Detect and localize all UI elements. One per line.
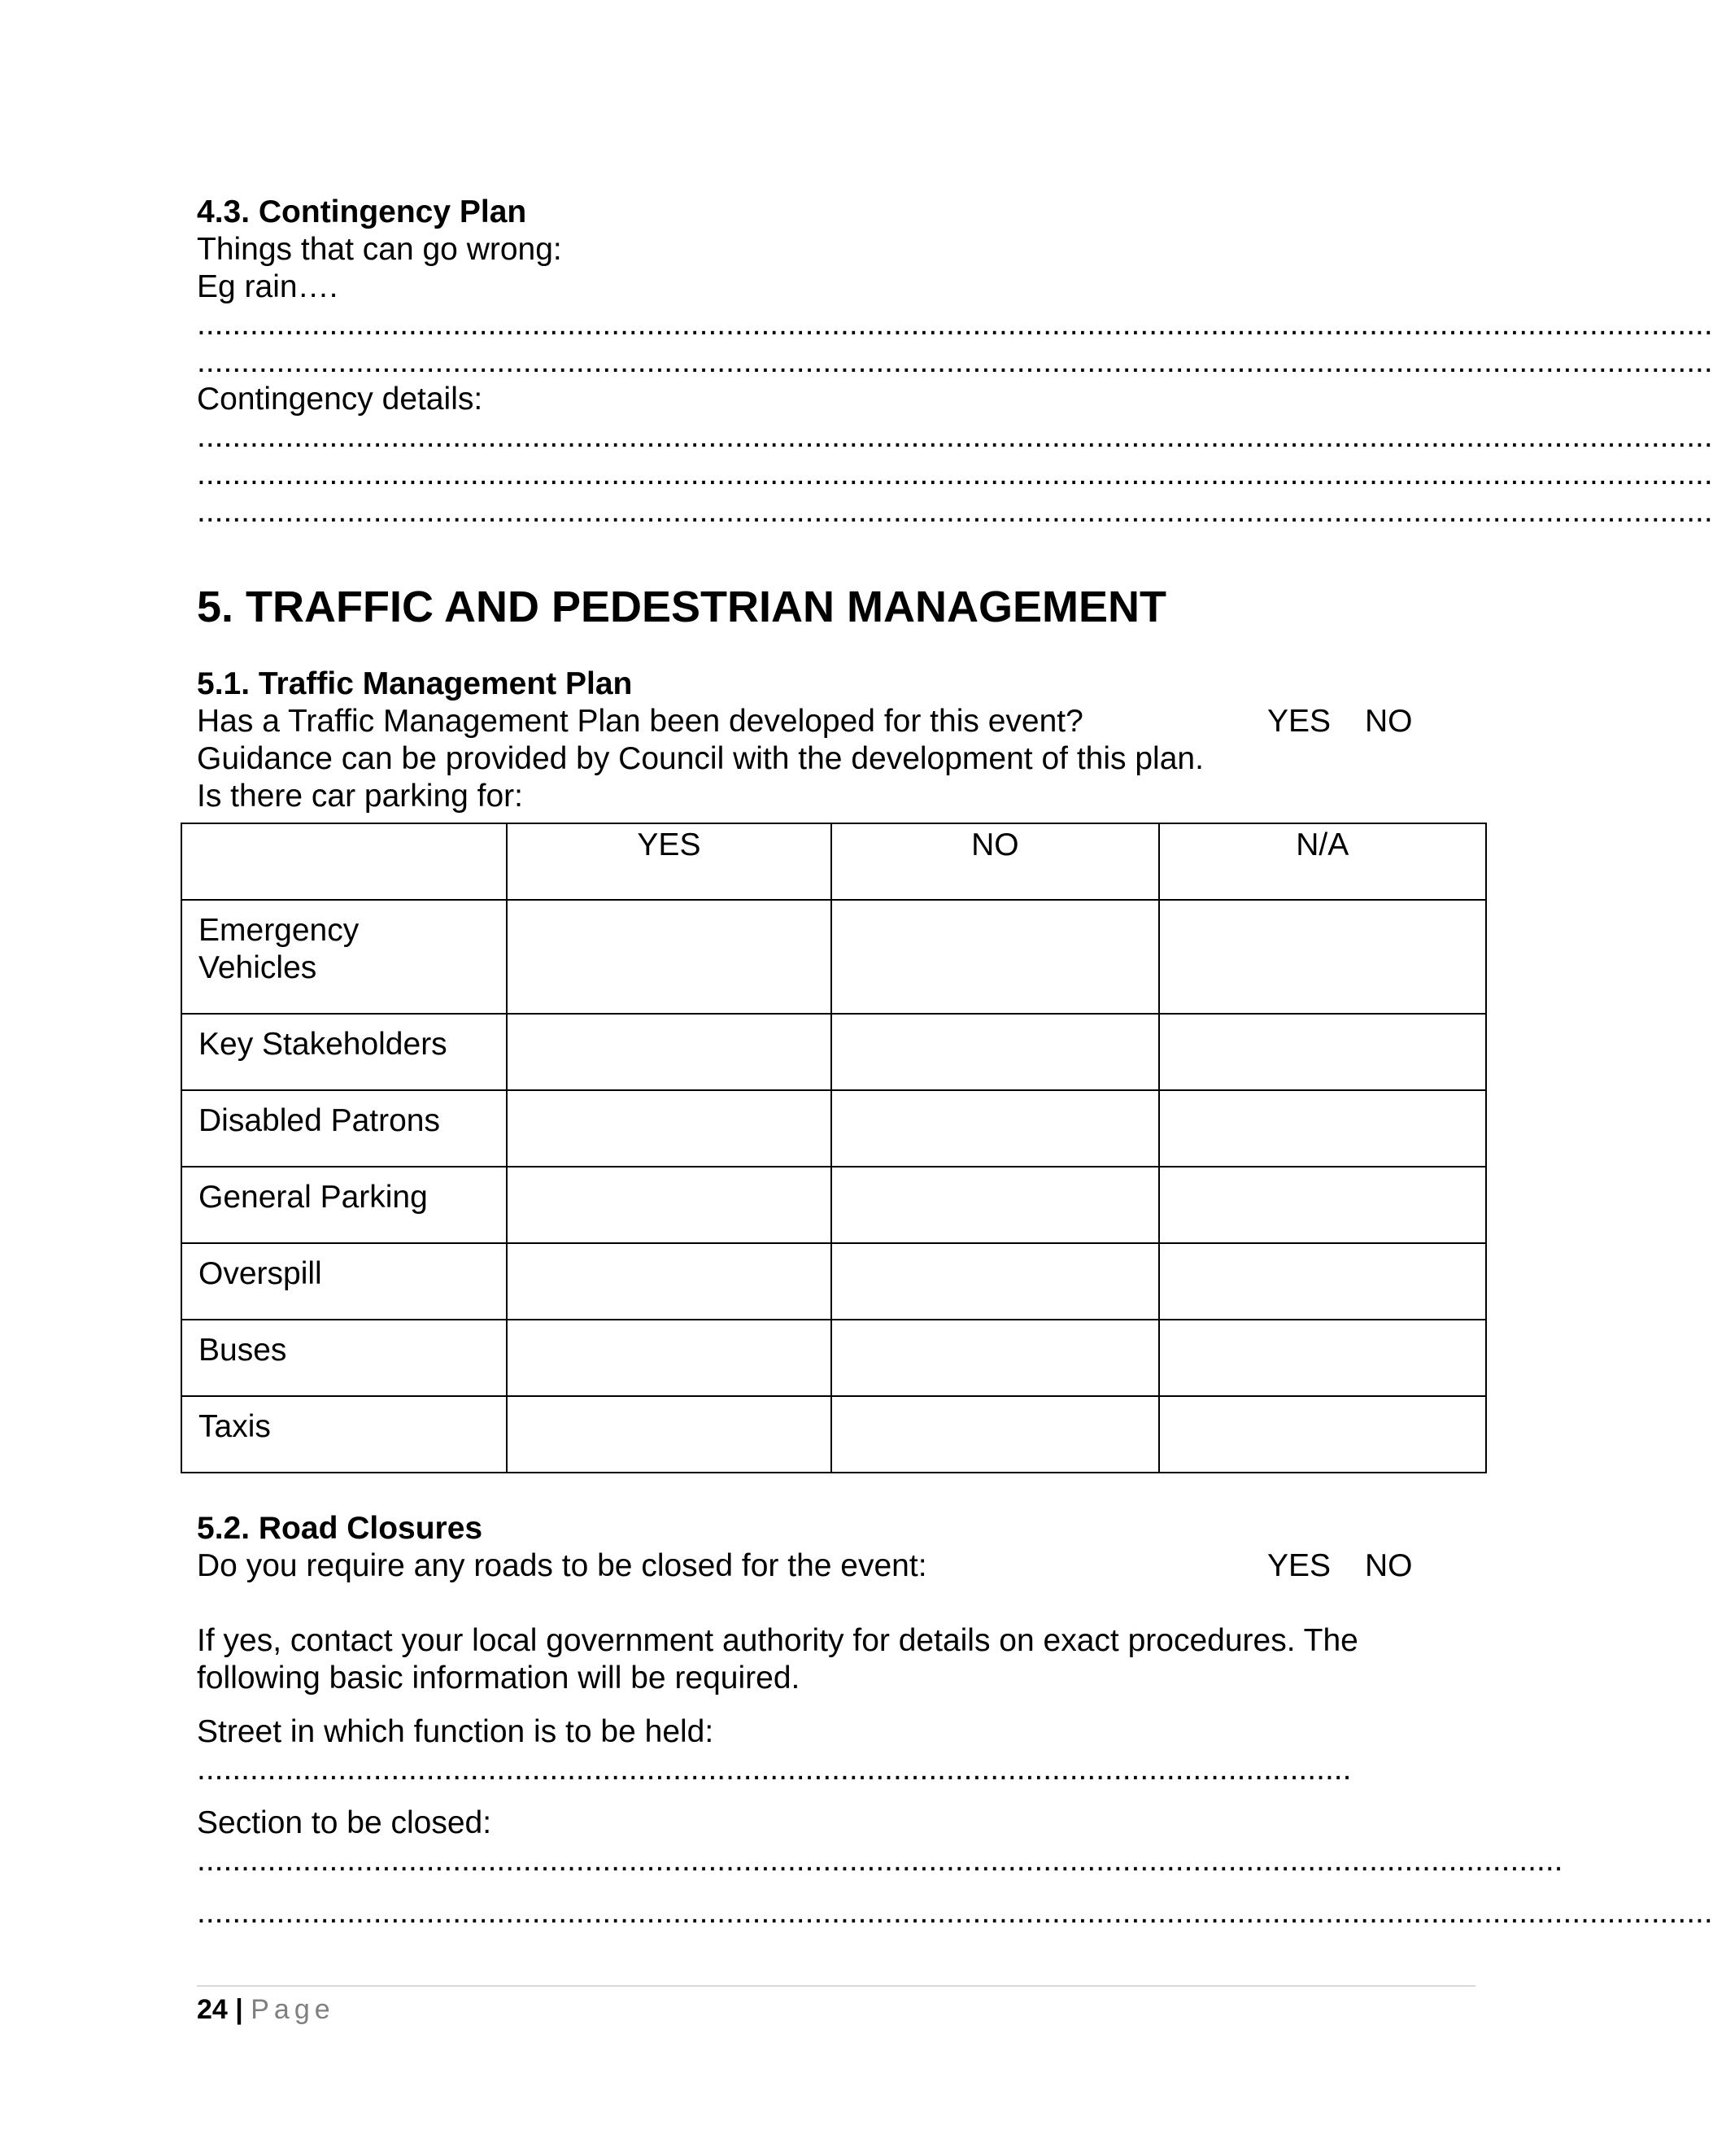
answer-cell-yes[interactable] (507, 1396, 831, 1473)
street-label: Street in which function is to be held: (197, 1714, 714, 1749)
page-number: 24 (197, 1994, 228, 2025)
section-answer-dotted-line[interactable]: ........................................................................................................................................................... (197, 1843, 1563, 1878)
footer-page-word: Page (251, 1994, 335, 2025)
road-closure-info-line: following basic information will be required. (197, 1661, 800, 1696)
row-label-line: Vehicles (198, 950, 317, 985)
answer-dotted-line[interactable]: ............................................................................................................................................................................ (197, 419, 1713, 454)
answer-cell-no[interactable] (831, 1090, 1158, 1167)
table-row (181, 1090, 1486, 1167)
footer-divider (197, 1985, 1475, 1987)
answer-cell-na[interactable] (1159, 1014, 1486, 1090)
answer-cell-yes[interactable] (507, 1167, 831, 1243)
footer-separator: | (235, 1994, 243, 2025)
answer-cell-no[interactable] (831, 1167, 1158, 1243)
table-header-na: N/A (1159, 823, 1486, 900)
section-heading-contingency-plan: 4.3. Contingency Plan (197, 194, 527, 229)
table-header-yes: YES (507, 823, 831, 900)
answer-cell-no[interactable] (831, 1396, 1158, 1473)
answer-cell-na[interactable] (1159, 1090, 1486, 1167)
row-label-key-stakeholders: Key Stakeholders (181, 1014, 507, 1090)
table-row (181, 1396, 1486, 1473)
answer-cell-no[interactable] (831, 1014, 1158, 1090)
road-closure-yes-option[interactable]: YES (1267, 1548, 1332, 1583)
section-heading-road-closures: 5.2. Road Closures (197, 1511, 483, 1546)
parking-table (181, 823, 1487, 1473)
road-closure-info-line: If yes, contact your local government authority for details on exact procedures. The (197, 1623, 1358, 1658)
page-footer (197, 1992, 335, 2027)
contingency-details-label: Contingency details: (197, 382, 483, 417)
contingency-example: Eg rain…. (197, 269, 338, 304)
section-heading-traffic-management-plan: 5.1. Traffic Management Plan (197, 666, 633, 701)
row-label-general-parking: General Parking (181, 1167, 507, 1243)
answer-dotted-line[interactable]: ............................................................................................................................................................................ (197, 456, 1713, 491)
row-label-line: Emergency (198, 913, 360, 948)
answer-cell-no[interactable] (831, 1243, 1158, 1320)
road-closure-question: Do you require any roads to be closed for the event: (197, 1548, 927, 1583)
answer-cell-no[interactable] (831, 900, 1158, 1014)
contingency-prompt: Things that can go wrong: (197, 232, 562, 267)
traffic-plan-yes-option[interactable]: YES (1267, 704, 1332, 739)
table-header-cell (181, 823, 507, 900)
row-label-emergency-vehicles (181, 900, 507, 1014)
section-closed-label: Section to be closed: (197, 1805, 492, 1840)
row-label-disabled-patrons: Disabled Patrons (181, 1090, 507, 1167)
answer-cell-yes[interactable] (507, 1014, 831, 1090)
table-header-no: NO (831, 823, 1158, 900)
answer-cell-na[interactable] (1159, 1396, 1486, 1473)
row-label-taxis: Taxis (181, 1396, 507, 1473)
section-answer-dotted-line[interactable]: ............................................................................................................................................................................ (197, 1895, 1713, 1930)
answer-cell-yes[interactable] (507, 1243, 831, 1320)
answer-dotted-line[interactable]: ............................................................................................................................................................................ (197, 494, 1713, 529)
row-label-overspill: Overspill (181, 1243, 507, 1320)
section-heading-traffic-pedestrian: 5. TRAFFIC AND PEDESTRIAN MANAGEMENT (197, 583, 1167, 631)
table-row (181, 1014, 1486, 1090)
answer-cell-na[interactable] (1159, 1167, 1486, 1243)
answer-dotted-line[interactable]: ............................................................................................................................................................................ (197, 307, 1713, 342)
traffic-plan-guidance: Guidance can be provided by Council with the development of this plan. (197, 741, 1204, 776)
answer-cell-yes[interactable] (507, 1090, 831, 1167)
answer-cell-yes[interactable] (507, 900, 831, 1014)
answer-cell-no[interactable] (831, 1320, 1158, 1396)
answer-dotted-line[interactable]: ............................................................................................................................................................................ (197, 344, 1713, 379)
traffic-plan-question: Has a Traffic Management Plan been developed for this event? (197, 704, 1083, 739)
answer-cell-na[interactable] (1159, 1243, 1486, 1320)
road-closure-no-option[interactable]: NO (1365, 1548, 1413, 1583)
table-row (181, 1320, 1486, 1396)
row-label-buses: Buses (181, 1320, 507, 1396)
street-answer-dotted-line[interactable]: ................................................................................................................................... (197, 1752, 1352, 1787)
answer-cell-yes[interactable] (507, 1320, 831, 1396)
table-row (181, 1243, 1486, 1320)
answer-cell-na[interactable] (1159, 900, 1486, 1014)
table-header-row (181, 823, 1486, 900)
parking-label: Is there car parking for: (197, 779, 524, 814)
answer-cell-na[interactable] (1159, 1320, 1486, 1396)
table-row (181, 900, 1486, 1014)
traffic-plan-no-option[interactable]: NO (1365, 704, 1413, 739)
table-row (181, 1167, 1486, 1243)
